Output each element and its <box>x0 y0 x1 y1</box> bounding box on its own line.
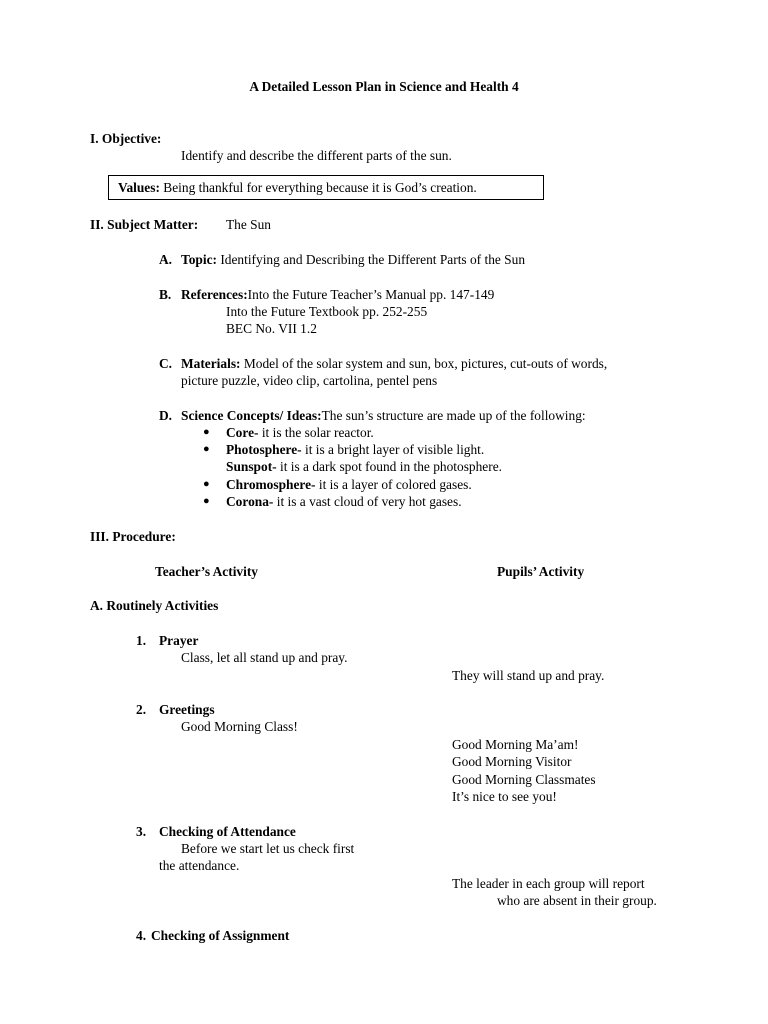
step-title-greetings: Greetings <box>159 702 215 717</box>
concept-desc: it is a vast cloud of very hot gases. <box>273 494 462 509</box>
pupil-line: Good Morning Ma’am! <box>452 737 579 752</box>
materials-marker: C. <box>159 356 173 371</box>
materials-line-2: picture puzzle, video clip, cartolina, pentel pens <box>181 373 438 388</box>
topic-text: Identifying and Describing the Different Parts of the Sun <box>220 252 526 267</box>
step-number: 1. <box>136 633 147 648</box>
values-line <box>118 179 477 196</box>
objective-heading: I. Objective: <box>90 131 162 146</box>
routinely-activities-heading: A. Routinely Activities <box>90 598 219 613</box>
concept-item-core <box>226 424 374 441</box>
concept-item-photosphere <box>226 441 484 458</box>
step-title-prayer: Prayer <box>159 633 199 648</box>
pupil-line: It’s nice to see you! <box>452 789 557 804</box>
teacher-line: Good Morning Class! <box>181 719 298 734</box>
teacher-activity-header: Teacher’s Activity <box>155 564 259 579</box>
bullet-icon: ● <box>203 443 210 455</box>
values-label: Values: <box>118 180 160 195</box>
concepts-text: The sun’s structure are made up of the following: <box>321 408 586 423</box>
topic-marker: A. <box>159 252 173 267</box>
reference-item: Into the Future Teacher’s Manual pp. 147-149 <box>247 287 495 302</box>
concepts-label: Science Concepts/ Ideas: <box>181 408 322 423</box>
concept-term: Photosphere- <box>226 442 302 457</box>
bullet-icon: ● <box>203 426 210 438</box>
teacher-line: the attendance. <box>159 858 240 873</box>
procedure-heading: III. Procedure: <box>90 529 176 544</box>
objective-text: Identify and describe the different parts of the sun. <box>181 148 452 163</box>
concept-desc: it is a bright layer of visible light. <box>301 442 485 457</box>
step-number: 4. <box>136 928 147 943</box>
references-line-1 <box>181 286 494 303</box>
concept-term: Core- <box>226 425 259 440</box>
materials-line-1 <box>181 355 607 372</box>
pupil-line: The leader in each group will report <box>452 876 645 891</box>
references-marker: B. <box>159 287 172 302</box>
concept-desc: it is a dark spot found in the photosphere. <box>276 459 502 474</box>
concept-item-chromosphere <box>226 476 472 493</box>
values-text: Being thankful for everything because it is God’s creation. <box>163 180 477 195</box>
concept-item-corona <box>226 493 462 510</box>
references-label: References: <box>181 287 248 302</box>
page-title: A Detailed Lesson Plan in Science and Health 4 <box>249 79 519 94</box>
materials-label: Materials: <box>181 356 241 371</box>
pupil-line: who are absent in their group. <box>497 893 657 908</box>
concept-item-sunspot <box>226 458 502 475</box>
materials-text: Model of the solar system and sun, box, pictures, cut-outs of words, <box>243 356 608 371</box>
concept-desc: it is the solar reactor. <box>258 425 374 440</box>
subject-matter-heading: II. Subject Matter: <box>90 217 199 232</box>
concept-term: Corona- <box>226 494 274 509</box>
topic-label: Topic: <box>181 252 217 267</box>
bullet-icon: ● <box>203 495 210 507</box>
step-title-assignment: Checking of Assignment <box>151 928 290 943</box>
concept-term: Sunspot- <box>226 459 277 474</box>
subject-matter-value: The Sun <box>226 217 272 232</box>
concept-term: Chromosphere- <box>226 477 316 492</box>
concepts-marker: D. <box>159 408 173 423</box>
pupil-line: They will stand up and pray. <box>452 668 605 683</box>
concepts-line <box>181 407 586 424</box>
teacher-line: Before we start let us check first <box>181 841 355 856</box>
concept-desc: it is a layer of colored gases. <box>315 477 472 492</box>
step-number: 3. <box>136 824 147 839</box>
step-title-attendance: Checking of Attendance <box>159 824 296 839</box>
pupil-line: Good Morning Visitor <box>452 754 572 769</box>
step-number: 2. <box>136 702 147 717</box>
pupil-line: Good Morning Classmates <box>452 772 596 787</box>
pupils-activity-header: Pupils’ Activity <box>497 564 585 579</box>
reference-item: Into the Future Textbook pp. 252-255 <box>226 304 428 319</box>
reference-item: BEC No. VII 1.2 <box>226 321 317 336</box>
teacher-line: Class, let all stand up and pray. <box>181 650 348 665</box>
bullet-icon: ● <box>203 478 210 490</box>
topic-line <box>181 251 525 268</box>
